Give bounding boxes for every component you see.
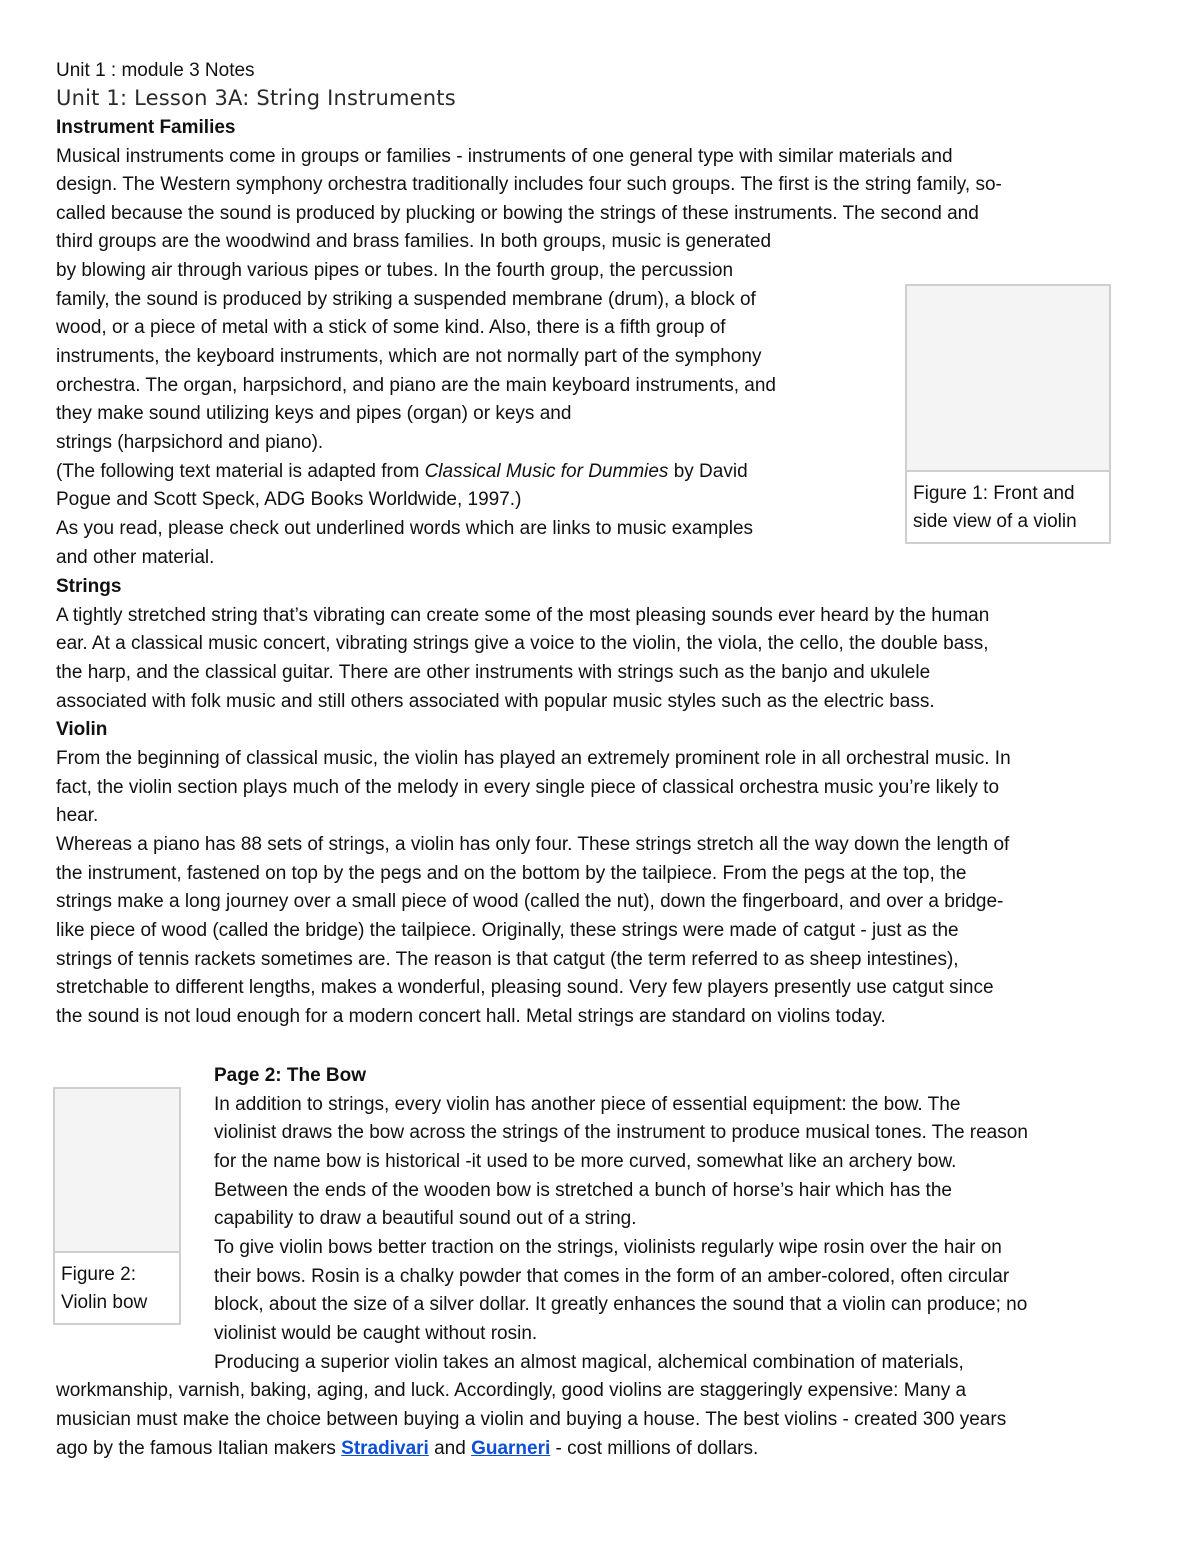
bow-line: musician must make the choice between buying a violin and buying a house. The best violins - created 300 years bbox=[56, 1409, 1007, 1430]
violin-line: stretchable to different lengths, makes a wonderful, pleasing sound. Very few players presently use catgut since bbox=[56, 977, 994, 998]
bow-line: their bows. Rosin is a chalky powder that comes in the form of an amber-colored, often circular bbox=[214, 1266, 1010, 1287]
violin-line: the instrument, fastened on top by the pegs and on the bottom by the tailpiece. From the pegs at the top, the bbox=[56, 863, 967, 884]
bow-line: block, about the size of a silver dollar. It greatly enhances the sound that a violin can produce; no bbox=[214, 1294, 1028, 1315]
families-line: family, the sound is produced by striking a suspended membrane (drum), a block of bbox=[56, 289, 756, 310]
strings-line: ear. At a classical music concert, vibrating strings give a voice to the violin, the viola, the cello, the double bass, bbox=[56, 633, 989, 654]
bow-last-line: ago by the famous Italian makers Stradivari and Guarneri - cost millions of dollars. bbox=[56, 1438, 759, 1459]
violin-image-placeholder bbox=[907, 286, 1109, 472]
violin-line: strings of tennis rackets sometimes are. The reason is that catgut (the term referred to as sheep intestines), bbox=[56, 949, 959, 970]
figure-1-caption-line2: side view of a violin bbox=[913, 511, 1077, 532]
bow-line: for the name bow is historical -it used to be more curved, somewhat like an archery bow. bbox=[214, 1151, 957, 1172]
bow-line: violinist would be caught without rosin. bbox=[214, 1323, 538, 1344]
bow-line: workmanship, varnish, baking, aging, and luck. Accordingly, good violins are staggeringly expensive: Many a bbox=[56, 1380, 967, 1401]
figure-1-caption: Figure 1: Front and bbox=[913, 483, 1075, 504]
families-line: called because the sound is produced by plucking or bowing the strings of these instruments. The second and bbox=[56, 203, 979, 224]
families-line: strings (harpsichord and piano). bbox=[56, 432, 324, 453]
links-note: As you read, please check out underlined words which are links to music examples bbox=[56, 518, 754, 539]
families-heading: Instrument Families bbox=[56, 117, 236, 138]
book-title: Classical Music for Dummies bbox=[424, 461, 669, 482]
strings-heading: Strings bbox=[56, 576, 122, 597]
violin-line: Whereas a piano has 88 sets of strings, a violin has only four. These strings stretch all the way down the length of bbox=[56, 834, 1010, 855]
families-line: third groups are the woodwind and brass families. In both groups, music is generated bbox=[56, 231, 772, 252]
figure-2-caption-line2: Violin bow bbox=[61, 1292, 148, 1313]
families-line: wood, or a piece of metal with a stick of some kind. Also, there is a fifth group of bbox=[56, 317, 726, 338]
families-line: they make sound utilizing keys and pipes (organ) or keys and bbox=[56, 403, 572, 424]
violin-line: From the beginning of classical music, the violin has played an extremely prominent role in all orchestral music. In bbox=[56, 748, 1011, 769]
families-line: by blowing air through various pipes or tubes. In the fourth group, the percussion bbox=[56, 260, 734, 281]
violin-line: fact, the violin section plays much of the melody in every single piece of classical orchestra music you’re likely to bbox=[56, 777, 1000, 798]
bow-heading: Page 2: The Bow bbox=[214, 1065, 367, 1086]
source-citation-line2: Pogue and Scott Speck, ADG Books Worldwide, 1997.) bbox=[56, 489, 522, 510]
violin-line: strings make a long journey over a small piece of wood (called the nut), down the fingerboard, and over a bridge- bbox=[56, 891, 1004, 912]
bow-line: capability to draw a beautiful sound out of a string. bbox=[214, 1208, 637, 1229]
violin-line: hear. bbox=[56, 805, 99, 826]
bow-image-placeholder bbox=[55, 1089, 179, 1253]
bow-line: Between the ends of the wooden bow is stretched a bunch of horse’s hair which has the bbox=[214, 1180, 952, 1201]
source-citation: (The following text material is adapted from Classical Music for Dummies by David bbox=[56, 461, 748, 482]
families-line: instruments, the keyboard instruments, which are not normally part of the symphony bbox=[56, 346, 762, 367]
lesson-title: Unit 1: Lesson 3A: String Instruments bbox=[56, 86, 456, 110]
figure-2-caption: Figure 2: bbox=[61, 1264, 136, 1285]
violin-line: the sound is not loud enough for a modern concert hall. Metal strings are standard on violins today. bbox=[56, 1006, 886, 1027]
guarneri-link[interactable]: Guarneri bbox=[471, 1438, 551, 1459]
strings-line: associated with folk music and still others associated with popular music styles such as the electric bass. bbox=[56, 691, 935, 712]
violin-heading: Violin bbox=[56, 719, 108, 740]
figure-1-violin bbox=[905, 284, 1111, 544]
bow-line: To give violin bows better traction on the strings, violinists regularly wipe rosin over the hair on bbox=[214, 1237, 1002, 1258]
unit-line: Unit 1 : module 3 Notes bbox=[56, 60, 255, 81]
violin-line: like piece of wood (called the bridge) the tailpiece. Originally, these strings were made of catgut - just as the bbox=[56, 920, 959, 941]
bow-line: Producing a superior violin takes an almost magical, alchemical combination of materials, bbox=[214, 1352, 964, 1373]
strings-line: the harp, and the classical guitar. There are other instruments with strings such as the banjo and ukulele bbox=[56, 662, 931, 683]
bow-line: violinist draws the bow across the strings of the instrument to produce musical tones. The reason bbox=[214, 1122, 1028, 1143]
families-line: design. The Western symphony orchestra traditionally includes four such groups. The first is the string family, so- bbox=[56, 174, 1002, 195]
links-note-line2: and other material. bbox=[56, 547, 215, 568]
families-line: Musical instruments come in groups or families - instruments of one general type with similar materials and bbox=[56, 146, 953, 167]
bow-line: In addition to strings, every violin has another piece of essential equipment: the bow. The bbox=[214, 1094, 961, 1115]
figure-2-bow bbox=[53, 1087, 181, 1325]
strings-line: A tightly stretched string that’s vibrating can create some of the most pleasing sounds ever heard by the human bbox=[56, 605, 990, 626]
stradivari-link[interactable]: Stradivari bbox=[341, 1438, 429, 1459]
families-line: orchestra. The organ, harpsichord, and piano are the main keyboard instruments, and bbox=[56, 375, 776, 396]
